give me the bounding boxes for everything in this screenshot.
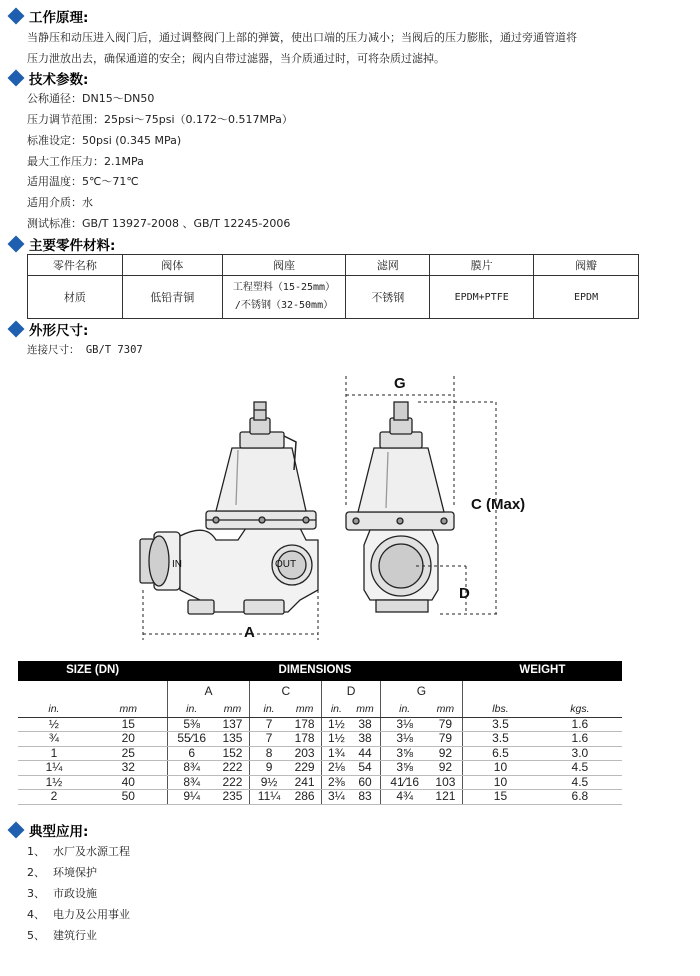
- spec-line: 最大工作压力：2.1MPa: [27, 155, 144, 168]
- section-heading-specs: 技术参数:: [8, 68, 88, 88]
- table-cell: 不锈钢: [346, 276, 430, 319]
- table-cell: 材质: [28, 276, 123, 319]
- table-row: 1 25 6 152 8 203 1¾ 44 3⅝ 92 6.5 3.0: [18, 746, 622, 761]
- unit-cell: in.: [167, 703, 215, 717]
- label-g: G: [394, 375, 406, 392]
- table-header-cell: 阀体: [122, 255, 222, 276]
- spec-line: 适用温度：5℃～71℃: [27, 175, 139, 188]
- group-d: D: [322, 681, 380, 703]
- table-header-cell: 膜片: [430, 255, 534, 276]
- unit-cell: mm: [288, 703, 322, 717]
- section-heading-dimensions: 外形尺寸:: [8, 319, 88, 339]
- group-a: A: [167, 681, 249, 703]
- unit-cell: in.: [322, 703, 351, 717]
- section-heading-applications: 典型应用:: [8, 820, 88, 840]
- label-out: OUT: [275, 559, 297, 570]
- table-row: ¾ 20 55⁄16 135 7 178 1½ 38 3⅛ 79 3.5 1.6: [18, 732, 622, 747]
- unit-cell: kgs.: [538, 703, 622, 717]
- table-header-cell: 阀瓣: [534, 255, 639, 276]
- principle-text: 当静压和动压进入阀门后，通过调整阀门上部的弹簧，使出口端的压力减小；当阀后的压力膨胀，通过旁通管道将 压力泄放出去，确保通道的安全；阀内自带过滤器，当介质通过时，可将杂质过滤掉。: [27, 31, 577, 65]
- dimensions-table: [18, 661, 622, 805]
- spec-line: 适用介质：水: [27, 196, 93, 209]
- spec-line: 公称通径：DN15～DN50: [27, 92, 155, 105]
- table-row: 2 50 9¼ 235 11¼ 286 3¼ 83 4¾ 121 15 6.8: [18, 790, 622, 805]
- list-item: 2、 环境保护: [27, 866, 97, 879]
- table-row: [28, 255, 639, 276]
- materials-table: [27, 254, 639, 319]
- unit-cell: mm: [90, 703, 167, 717]
- unit-cell: mm: [429, 703, 463, 717]
- table-header-row: [18, 661, 622, 681]
- table-row: 1½ 40 8¾ 222 9½ 241 2⅜ 60 41⁄16 103 10 4.5: [18, 775, 622, 790]
- table-cell: EPDM+PTFE: [430, 276, 534, 319]
- spec-line: 压力调节范围：25psi～75psi（0.172～0.517MPa）: [27, 113, 293, 126]
- header-dimensions: DIMENSIONS: [167, 661, 462, 681]
- table-group-row: [18, 681, 622, 703]
- table-header-cell: 阀座: [222, 255, 346, 276]
- valve-dimension-drawing: [0, 362, 700, 658]
- table-header-cell: 零件名称: [28, 255, 123, 276]
- label-c-max: C (Max): [471, 496, 526, 513]
- unit-cell: in.: [250, 703, 288, 717]
- group-c: C: [250, 681, 322, 703]
- section-heading-materials: 主要零件材料:: [8, 234, 115, 254]
- table-row: ½ 15 5⅜ 137 7 178 1½ 38 3⅛ 79 3.5 1.6: [18, 717, 622, 732]
- list-item: 4、 电力及公用事业: [27, 908, 130, 921]
- table-row: [28, 276, 639, 319]
- table-header-cell: 滤网: [346, 255, 430, 276]
- list-item: 3、 市政设施: [27, 887, 97, 900]
- valve-front-view: [346, 402, 454, 612]
- spec-line: 测试标准：GB/T 13927-2008 、GB/T 12245-2006: [27, 217, 291, 230]
- table-cell: 工程塑料（15-25mm） /不锈钢（32-50mm）: [222, 276, 346, 319]
- list-item: 1、 水厂及水源工程: [27, 845, 130, 858]
- unit-cell: in.: [380, 703, 428, 717]
- table-units-row: [18, 703, 622, 717]
- section-heading-principle: 工作原理:: [8, 6, 88, 26]
- unit-cell: mm: [216, 703, 250, 717]
- header-weight: WEIGHT: [463, 661, 622, 681]
- unit-cell: in.: [18, 703, 90, 717]
- diamond-bullet-icon: [8, 236, 25, 253]
- valve-side-view: [140, 402, 318, 614]
- diamond-bullet-icon: [8, 822, 25, 839]
- header-size: SIZE (DN): [18, 661, 167, 681]
- unit-cell: mm: [350, 703, 380, 717]
- connection-size: 连接尺寸： GB/T 7307: [27, 344, 143, 356]
- list-item: 5、 建筑行业: [27, 929, 97, 942]
- table-row: 1¼ 32 8¾ 222 9 229 2⅛ 54 3⅝ 92 10 4.5: [18, 761, 622, 776]
- table-cell: EPDM: [534, 276, 639, 319]
- table-cell: 低铅青铜: [122, 276, 222, 319]
- label-d: D: [459, 585, 470, 602]
- diamond-bullet-icon: [8, 70, 25, 87]
- label-in: IN: [172, 559, 182, 570]
- group-g: G: [380, 681, 462, 703]
- label-a: A: [244, 624, 255, 641]
- spec-line: 标准设定：50psi (0.345 MPa): [27, 134, 182, 147]
- diamond-bullet-icon: [8, 8, 25, 25]
- diamond-bullet-icon: [8, 321, 25, 338]
- unit-cell: lbs.: [463, 703, 538, 717]
